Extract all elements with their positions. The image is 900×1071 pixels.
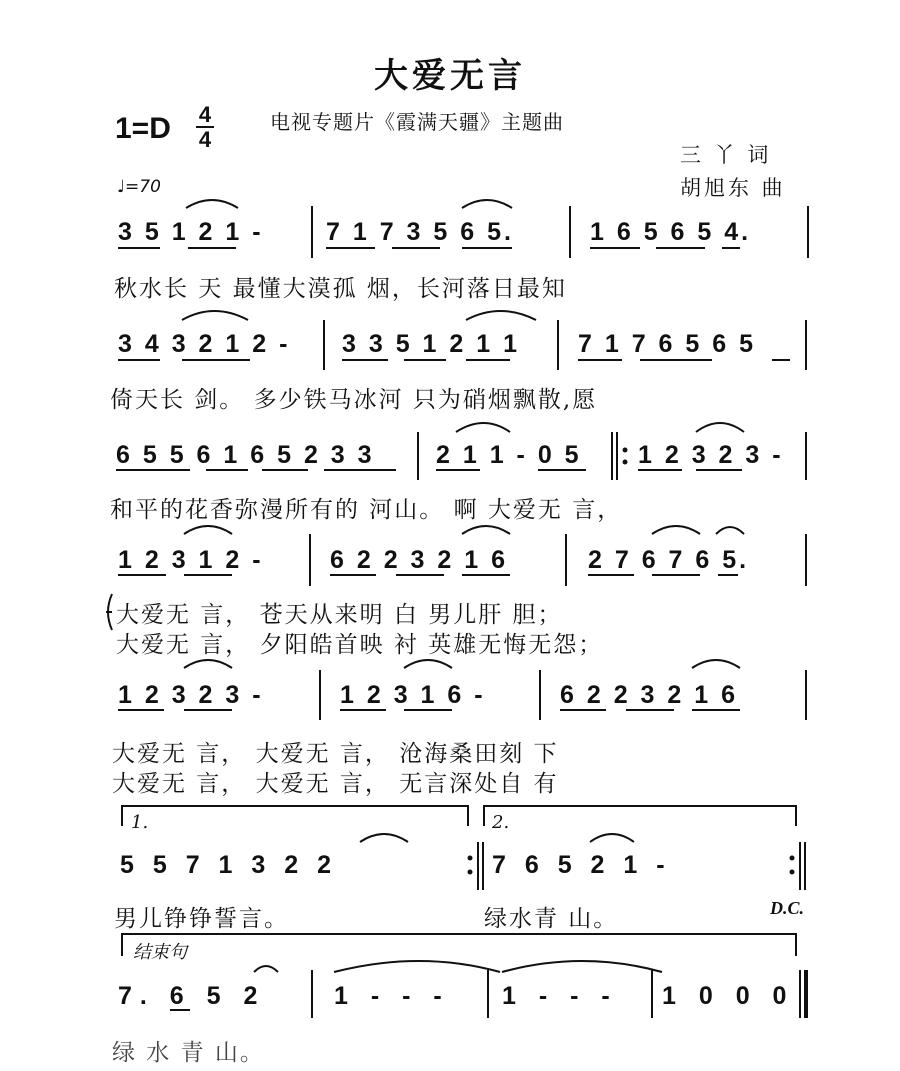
- line7-lyrics: 绿 水 青 山。: [112, 1040, 265, 1066]
- slur: [462, 200, 512, 208]
- time-signature-numerator: 4: [198, 102, 212, 127]
- song-subtitle: 电视专题片《霞满天疆》主题曲: [270, 110, 564, 134]
- slur: [716, 527, 744, 534]
- line5-measure2-notes: 1 2 3 1 6 -: [340, 681, 486, 709]
- line4-lyrics-verse2: 大爱无 言， 夕阳皓首映 衬 英雄无悔无怨；: [116, 632, 604, 658]
- line3-measure1-notes: 6 5 5 6 1 6 5 2 3 3: [116, 441, 375, 469]
- second-ending-label: 2.: [492, 812, 510, 833]
- slur: [184, 526, 232, 534]
- slur: [466, 311, 536, 320]
- slur: [360, 834, 408, 842]
- line1-lyrics: 秋水长 天 最懂大漠孤 烟，长河落日最知: [114, 276, 567, 302]
- repeat-dot: [790, 870, 795, 875]
- line3-lyrics: 和平的花香弥漫所有的 河山。 啊 大爱无 言，: [110, 497, 623, 523]
- line5-lyrics-verse2: 大爱无 言， 大爱无 言， 无言深处自 有: [112, 771, 559, 797]
- repeat-dot: [468, 856, 473, 861]
- line7-measure4-notes: 1 0 0 0: [662, 982, 795, 1010]
- slur: [696, 423, 744, 432]
- first-ending-label: 1.: [131, 812, 149, 833]
- coda-label: 结束句: [133, 942, 187, 963]
- line2-measure1-notes: 3 4 3 2 1 2 -: [118, 330, 291, 358]
- slur: [254, 966, 278, 972]
- line6-lyrics-ending1: 男儿铮铮誓言。: [114, 906, 289, 932]
- line7-measure1-notes: 7. 6 5 2: [118, 982, 266, 1010]
- line7-measure3-notes: 1 - - -: [502, 982, 618, 1010]
- slur: [692, 660, 740, 668]
- line5-measure3-notes: 6 2 2 3 2 1 6: [560, 681, 739, 709]
- slur: [182, 311, 248, 320]
- slur: [652, 526, 700, 534]
- repeat-dot: [623, 448, 628, 453]
- verse-bracket: [106, 594, 112, 630]
- da-capo-marking: D.C.: [770, 898, 805, 918]
- slur: [456, 423, 510, 432]
- lyricist-credit: 三 丫 词: [680, 143, 772, 167]
- line2-measure2-notes: 3 3 5 1 2 1 1: [342, 330, 521, 358]
- line6-ending2-notes: 7 6 5 2 1 -: [492, 851, 671, 879]
- coda-bracket: [122, 934, 796, 956]
- slur: [404, 660, 452, 668]
- line4-measure2-notes: 6 2 2 3 2 1 6: [330, 546, 509, 574]
- line4-measure1-notes: 1 2 3 1 2 -: [118, 546, 264, 574]
- tie: [502, 961, 662, 972]
- tempo-marking: ♩=70: [117, 177, 161, 197]
- line3-measure3-notes: 1 2 3 2 3 -: [638, 441, 784, 469]
- line1-measure2-notes: 7 1 7 3 5 6 5.: [326, 218, 514, 246]
- slur: [590, 834, 634, 842]
- line1-measure3-notes: 1 6 5 6 5 4.: [590, 218, 752, 246]
- line5-measure1-notes: 1 2 3 2 3 -: [118, 681, 264, 709]
- repeat-dot: [468, 870, 473, 875]
- slur: [462, 526, 510, 534]
- first-ending-bracket: [122, 806, 468, 826]
- second-ending-bracket: [484, 806, 796, 826]
- line2-lyrics: 倚天长 剑。 多少铁马冰河 只为硝烟飘散,愿: [110, 387, 598, 413]
- line2-measure3-notes: 7 1 7 6 5 6 5: [578, 330, 757, 358]
- line7-measure2-notes: 1 - - -: [334, 982, 450, 1010]
- tie: [334, 961, 500, 972]
- time-signature-denominator: 4: [198, 127, 212, 152]
- repeat-dot: [790, 856, 795, 861]
- slur: [184, 660, 232, 668]
- composer-credit: 胡旭东 曲: [680, 176, 786, 200]
- line6-ending1-notes: 5 5 7 1 3 2 2: [120, 851, 338, 879]
- repeat-dot: [623, 460, 628, 465]
- line1-measure1-notes: 3 5 1 2 1 -: [118, 218, 264, 246]
- slur: [186, 200, 238, 208]
- line3-measure2-notes: 2 1 1 - 0 5: [436, 441, 582, 469]
- line4-lyrics-verse1: 大爱无 言， 苍天从来明 白 男儿肝 胆；: [116, 602, 563, 628]
- key-signature: 1=D: [115, 112, 171, 145]
- line5-lyrics-verse1: 大爱无 言， 大爱无 言， 沧海桑田刻 下: [112, 741, 559, 767]
- song-title: 大爱无言: [374, 56, 526, 96]
- line4-measure3-notes: 2 7 6 7 6 5.: [588, 546, 750, 574]
- line6-lyrics-ending2: 绿水青 山。: [484, 906, 619, 932]
